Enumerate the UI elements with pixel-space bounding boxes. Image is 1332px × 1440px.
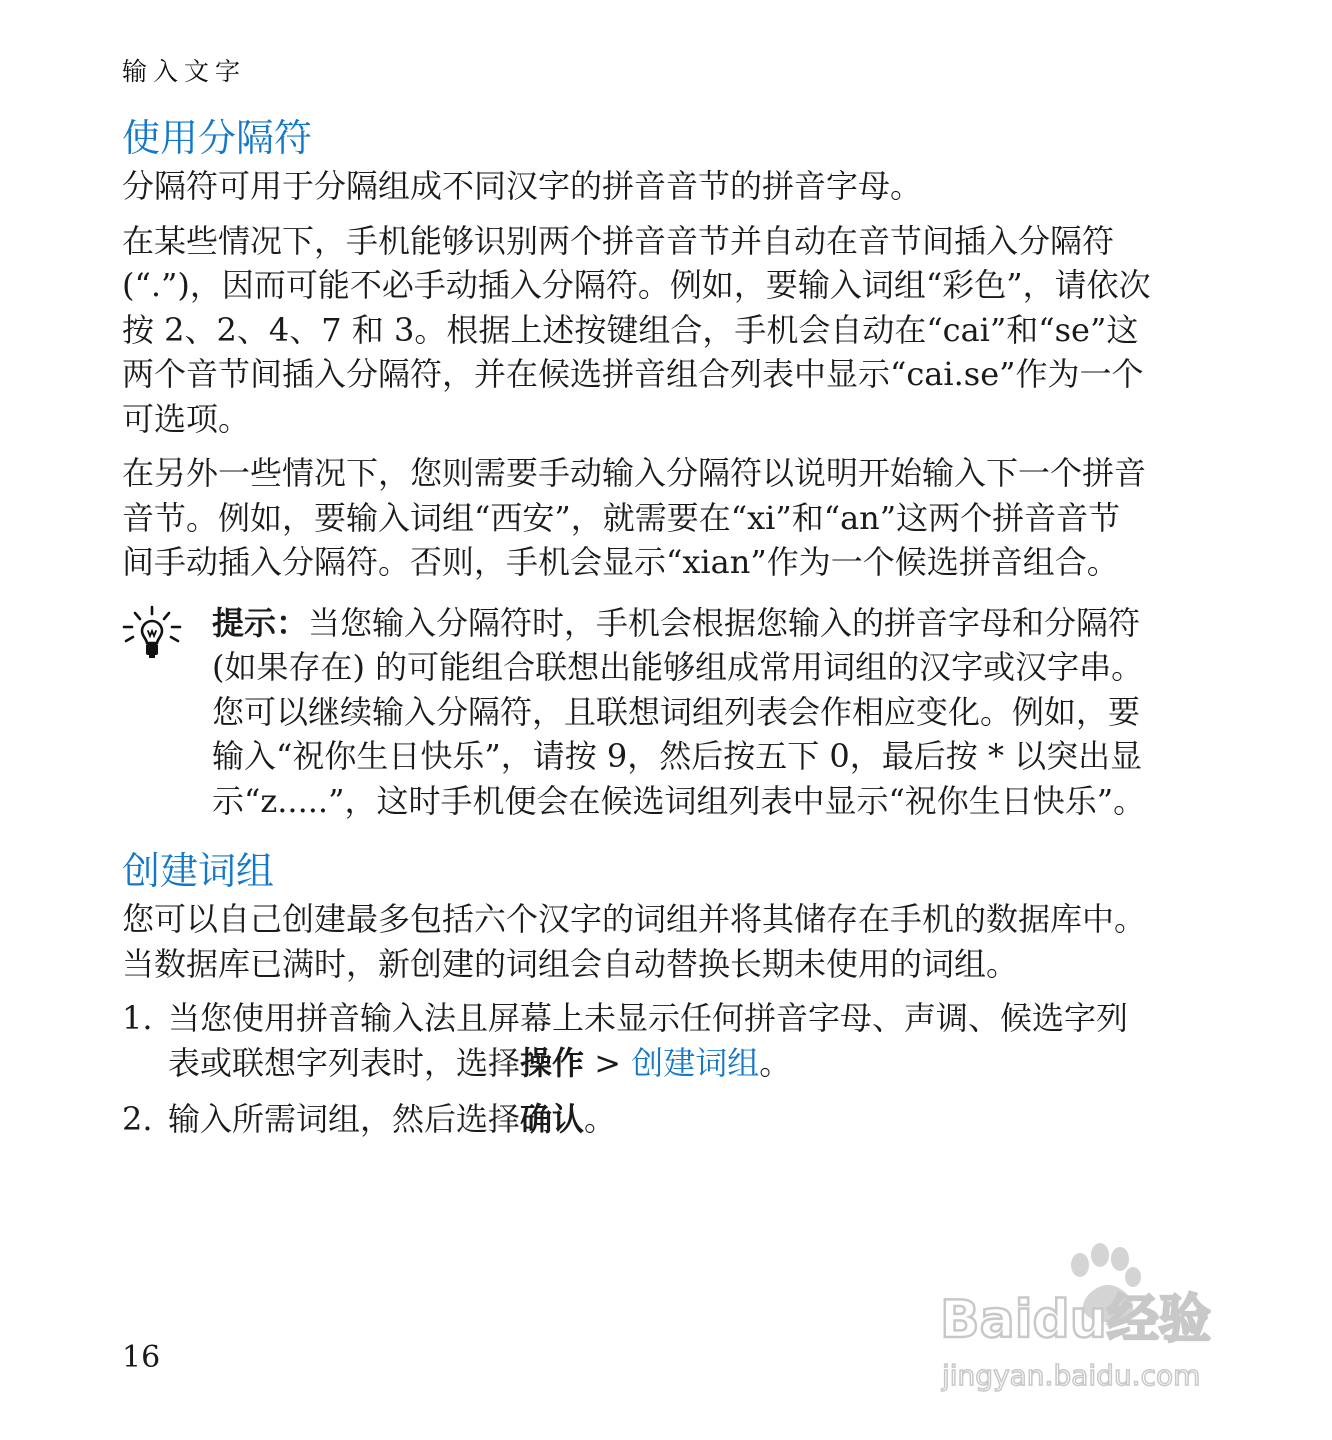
baidu-watermark-logo: [930, 1225, 1260, 1395]
step-text-end: 。: [759, 1043, 792, 1082]
page-number: 16: [122, 1340, 161, 1375]
body-paragraph-4: 您可以自己创建最多包括六个汉字的词组并将其储存在手机的数据库中。当数据库已满时，新创建的词组会自动替换长期未使用的词组。: [122, 900, 1147, 983]
step-text: 当您使用拼音输入法且屏幕上未显示任何拼音字母、声调、候选字列表或联想字列表时，选择: [168, 999, 1129, 1082]
step-item: [122, 996, 1152, 1085]
menu-separator: >: [584, 1043, 632, 1082]
tip-body: 当您输入分隔符时，手机会根据您输入的拼音字母和分隔符 (如果存在) 的可能组合联想出能够组成常用词组的汉字或汉字串。您可以继续输入分隔符，且联想词组列表会作相应变化。例如，要输入“祝你生日快乐”，请按 9，然后按五下 0，最后按 * 以突出显示“z.....”，这时手机便会在候选词组列表中显示“祝你生日快乐”。: [212, 603, 1146, 820]
watermark-url: jingyan.baidu.com: [942, 1359, 1201, 1392]
body-paragraph-3: 在另外一些情况下，您则需要手动输入分隔符以说明开始输入下一个拼音音节。例如，要输入词组“西安”，就需要在“xi”和“an”这两个拼音音节间手动插入分隔符。否则，手机会显示“xian”作为一个候选拼音组合。: [122, 454, 1147, 581]
command-confirm: 确认: [520, 1100, 585, 1138]
section-heading-separator: 使用分隔符: [122, 116, 313, 160]
lightbulb-icon: [120, 605, 184, 661]
body-paragraph-2: 在某些情况下，手机能够识别两个拼音音节并自动在音节间插入分隔符 (“.”)，因而可能不必手动插入分隔符。例如，要输入词组“彩色”，请依次按 2、2、4、7 和 3。根据上述按键组合，手机会自动在“cai”和“se”这两个音节间插入分隔符，并在候选拼音组合列表中显示“cai.se”作为一个可选项。: [122, 221, 1151, 438]
running-header: 输入文字: [122, 57, 247, 86]
page-content: [122, 112, 1152, 1142]
section-heading-create-phrase: 创建词组: [122, 849, 275, 893]
step-text-end: 。: [584, 1100, 617, 1138]
step-number: 1.: [122, 999, 153, 1037]
command-create-phrase: 创建词组: [631, 1043, 760, 1082]
step-text: 输入所需词组，然后选择: [168, 1100, 521, 1138]
body-paragraph-1: 分隔符可用于分隔组成不同汉字的拼音音节的拼音字母。: [122, 167, 923, 205]
steps-list: [122, 996, 1152, 1142]
step-item: [122, 1097, 1152, 1142]
step-number: 2.: [122, 1100, 153, 1138]
watermark-logo-text: Baidu经验: [940, 1290, 1211, 1350]
tip-text: [212, 601, 1152, 824]
command-options: 操作: [520, 1043, 585, 1082]
tip-label: 提示：: [212, 603, 309, 642]
tip-box: [122, 601, 1152, 824]
